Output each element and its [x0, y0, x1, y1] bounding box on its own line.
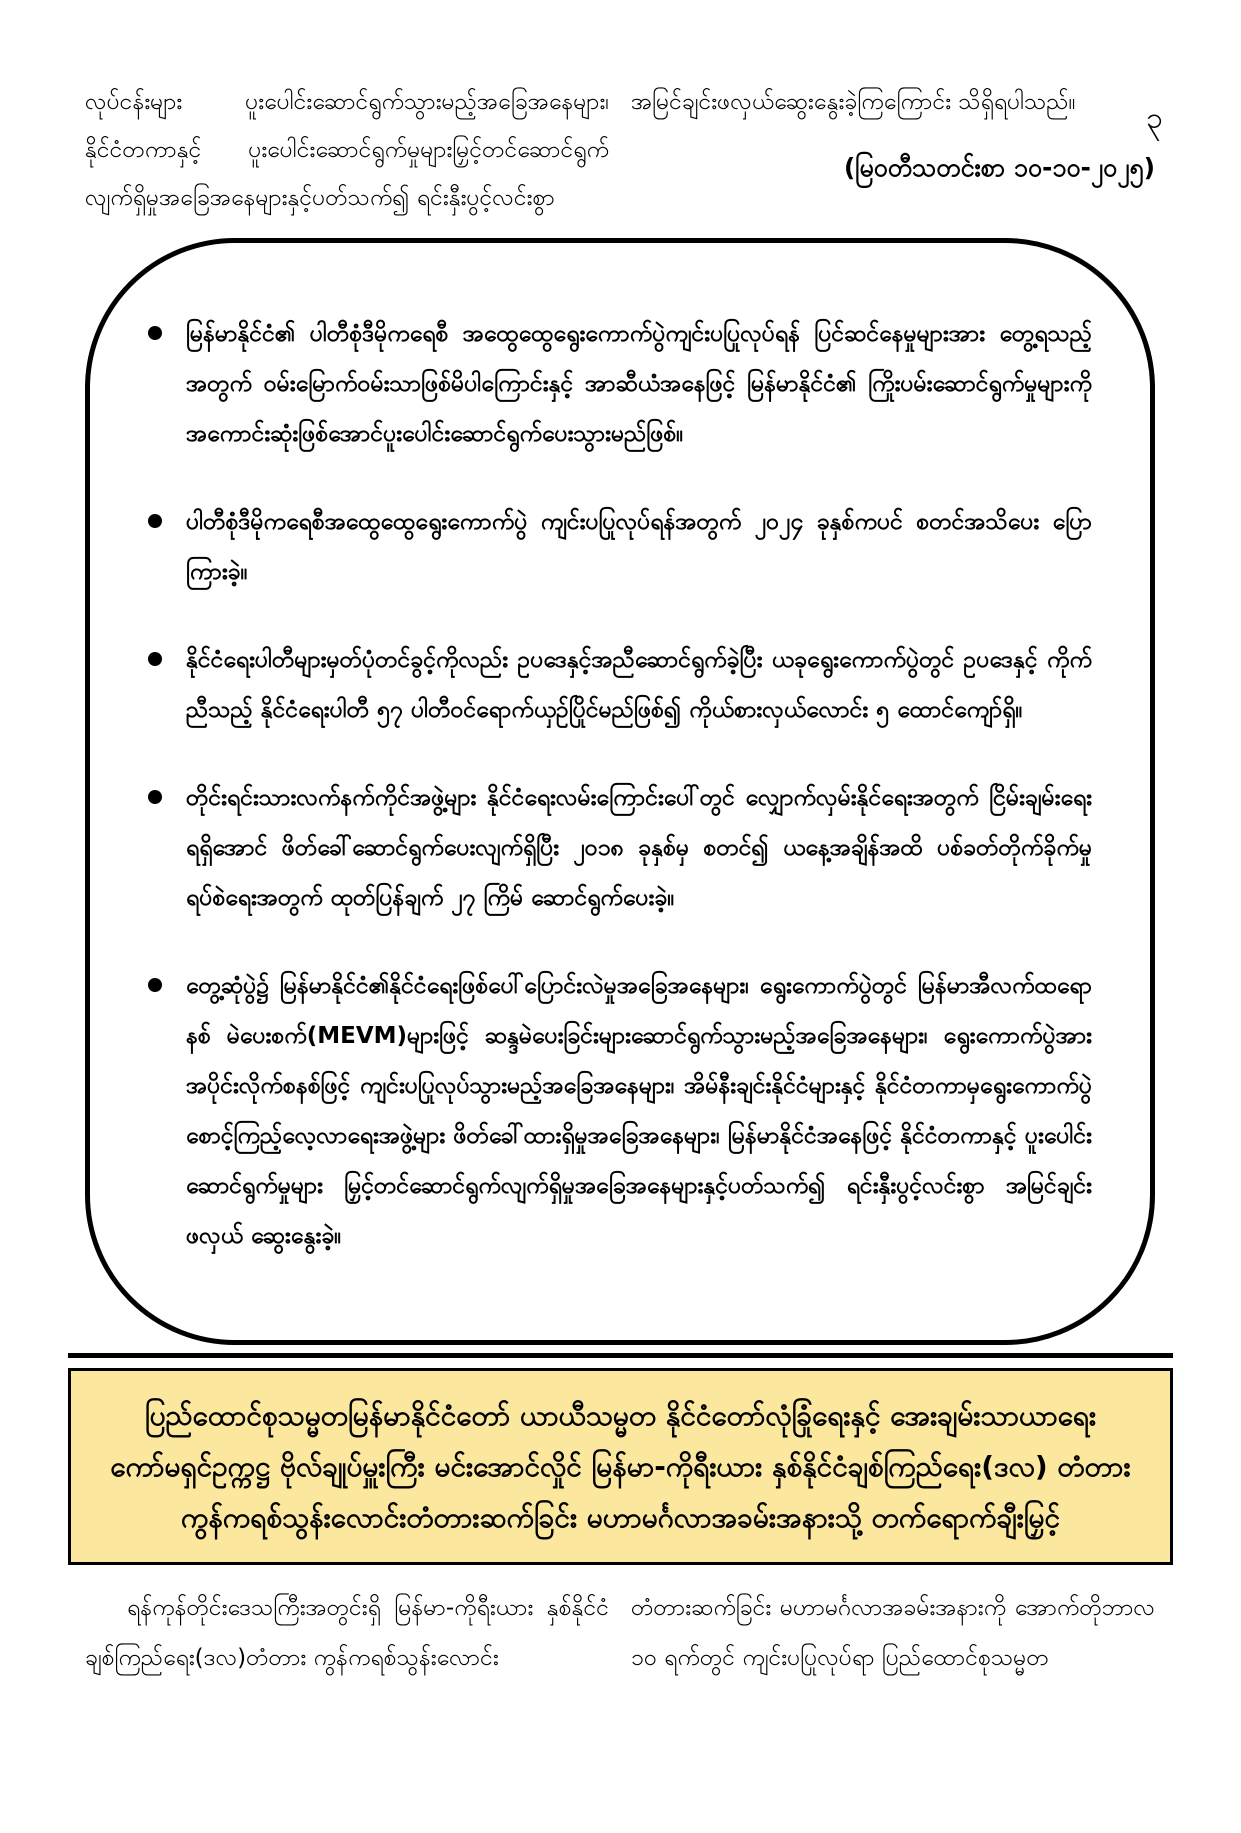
document-page: [0, 78, 1241, 1833]
bullet-icon: [148, 326, 162, 340]
bottom-article: [85, 1583, 1155, 1683]
bullet-icon: [148, 978, 162, 992]
headline-box: [68, 1368, 1173, 1565]
headline-text: ပြည်ထောင်စုသမ္မတမြန်မာနိုင်ငံတော် ယာယီသမ္မတ နိုင်ငံတော်လုံခြုံရေးနှင့် အေးချမ်းသာယာရေး ကော်မရှင်ဥက္ကဋ္ဌ ဗိုလ်ချုပ်မှူးကြီး မင်းအောင်လှိုင် မြန်မာ-ကိုရီးယား နှစ်နိုင်ငံချစ်ကြည်ရေး(ဒလ) တံတား ကွန်ကရစ်သွန်းလောင်းတံတားဆက်ခြင်း မဟာမင်္ဂလာအခမ်းအနားသို့ တက်ရောက်ချီးမြှင့်: [110, 1399, 1131, 1534]
bullet-icon: [148, 652, 162, 666]
bottom-article-left-text: ရန်ကုန်တိုင်းဒေသကြီးအတွင်းရှိ မြန်မာ-ကိုရီးယား နှစ်နိုင်ငံ ချစ်ကြည်ရေး(ဒလ)တံတား ကွန်ကရစ်သွန်းလောင်း: [85, 1595, 609, 1671]
source-citation: (မြဝတီသတင်းစာ ၁၀-၁၀-၂၀၂၅): [843, 153, 1155, 182]
section-divider: [68, 1353, 1173, 1358]
bottom-article-left-column: [85, 1583, 609, 1683]
bullet-text: တွေ့ဆုံပွဲ၌ မြန်မာနိုင်ငံ၏နိုင်ငံရေးဖြစ်ပေါ်ပြောင်းလဲမှုအခြေအနေများ၊ ရွေးကောက်ပွဲတွင် မြန်မာအီလက်ထရောနစ် မဲပေးစက်(MEVM)များဖြင့် ဆန္ဒမဲပေးခြင်းများဆောင်ရွက်သွားမည့်အခြေအနေများ၊ ရွေးကောက်ပွဲအား အပိုင်းလိုက်စနစ်ဖြင့် ကျင်းပပြုလုပ်သွားမည့်အခြေအနေများ၊ အိမ်နီးချင်းနိုင်ငံများနှင့် နိုင်ငံတကာမှရွေးကောက်ပွဲ စောင့်ကြည့်လေ့လာရေးအဖွဲ့များ ဖိတ်ခေါ်ထားရှိမှုအခြေအနေများ၊ မြန်မာနိုင်ငံအနေဖြင့် နိုင်ငံတကာနှင့် ပူးပေါင်းဆောင်ရွက်မှုများ မြှင့်တင်ဆောင်ရွက်လျက်ရှိမှုအခြေအနေများနှင့်ပတ်သက်၍ ရင်းနှီးပွင့်လင်းစွာ အမြင်ချင်းဖလှယ် ဆွေးနွေးခဲ့။: [186, 973, 1092, 1249]
bottom-article-right-text: တံတားဆက်ခြင်း မဟာမင်္ဂလာအခမ်းအနားကို အောက်တိုဘာလ ၁၀ ရက်တွင် ကျင်းပပြုလုပ်ရာ ပြည်ထောင်စုသမ္မတ: [631, 1595, 1155, 1671]
bullet-text: မြန်မာနိုင်ငံ၏ ပါတီစုံဒီမိုကရေစီ အထွေထွေရွေးကောက်ပွဲကျင်းပပြုလုပ်ရန် ပြင်ဆင်နေမှုများအား တွေ့ရသည့် အတွက် ဝမ်းမြောက်ဝမ်းသာဖြစ်မိပါကြောင်းနှင့် အာဆီယံအနေဖြင့် မြန်မာနိုင်ငံ၏ ကြိုးပမ်းဆောင်ရွက်မှုများကို အကောင်းဆုံးဖြစ်အောင်ပူးပေါင်းဆောင်ရွက်ပေးသွားမည်ဖြစ်။: [186, 321, 1092, 447]
bullet-item: [146, 497, 1092, 597]
top-article-left-text: လုပ်ငန်းများ ပူးပေါင်းဆောင်ရွက်သွားမည့်အခြေအနေများ၊ နိုင်ငံတကာနှင့် ပူးပေါင်းဆောင်ရွက်မှုများမြှင့်တင်ဆောင်ရွက်လျက်ရှိမှုအခြေအနေများနှင့်ပတ်သက်၍ ရင်းနှီးပွင့်လင်းစွာ: [85, 89, 609, 211]
bullet-item: [146, 773, 1092, 923]
bullet-text: ပါတီစုံဒီမိုကရေစီအထွေထွေရွေးကောက်ပွဲ ကျင်းပပြုလုပ်ရန်အတွက် ၂၀၂၄ ခုနှစ်ကပင် စတင်အသိပေး ပြောကြားခဲ့။: [186, 509, 1092, 585]
bottom-article-right-column: [631, 1583, 1155, 1683]
bullet-icon: [148, 790, 162, 804]
top-article-right-text: အမြင်ချင်းဖလှယ်ဆွေးနွေးခဲ့ကြကြောင်း သိရှိရပါသည်။: [631, 89, 1076, 115]
bullet-text: နိုင်ငံရေးပါတီများမှတ်ပုံတင်ခွင့်ကိုလည်း ဥပဒေနှင့်အညီဆောင်ရွက်ခဲ့ပြီး ယခုရွေးကောက်ပွဲတွင် ဥပဒေနှင့် ကိုက်ညီသည့် နိုင်ငံရေးပါတီ ၅၇ ပါတီဝင်ရောက်ယှဉ်ပြိုင်မည်ဖြစ်၍ ကိုယ်စားလှယ်လောင်း ၅ ထောင်ကျော်ရှိ။: [186, 647, 1092, 723]
bullet-text: တိုင်းရင်းသားလက်နက်ကိုင်အဖွဲ့များ နိုင်ငံရေးလမ်းကြောင်းပေါ်တွင် လျှောက်လှမ်းနိုင်ရေးအတွက် ငြိမ်းချမ်းရေး ရရှိအောင် ဖိတ်ခေါ်ဆောင်ရွက်ပေးလျက်ရှိပြီး ၂၀၁၈ ခုနှစ်မှ စတင်၍ ယနေ့အချိန်အထိ ပစ်ခတ်တိုက်ခိုက်မှု ရပ်စဲရေးအတွက် ထုတ်ပြန်ချက် ၂၇ ကြိမ် ဆောင်ရွက်ပေးခဲ့။: [186, 785, 1092, 911]
bullet-item: [146, 961, 1092, 1261]
bullet-icon: [148, 514, 162, 528]
page-number: ၃: [1146, 101, 1163, 136]
summary-box: [85, 238, 1155, 1345]
bullet-list: [146, 309, 1092, 1261]
bullet-item: [146, 309, 1092, 459]
top-article: [85, 78, 1155, 222]
bullet-item: [146, 635, 1092, 735]
top-article-left-column: [85, 78, 609, 222]
top-article-right-column: [631, 78, 1155, 222]
